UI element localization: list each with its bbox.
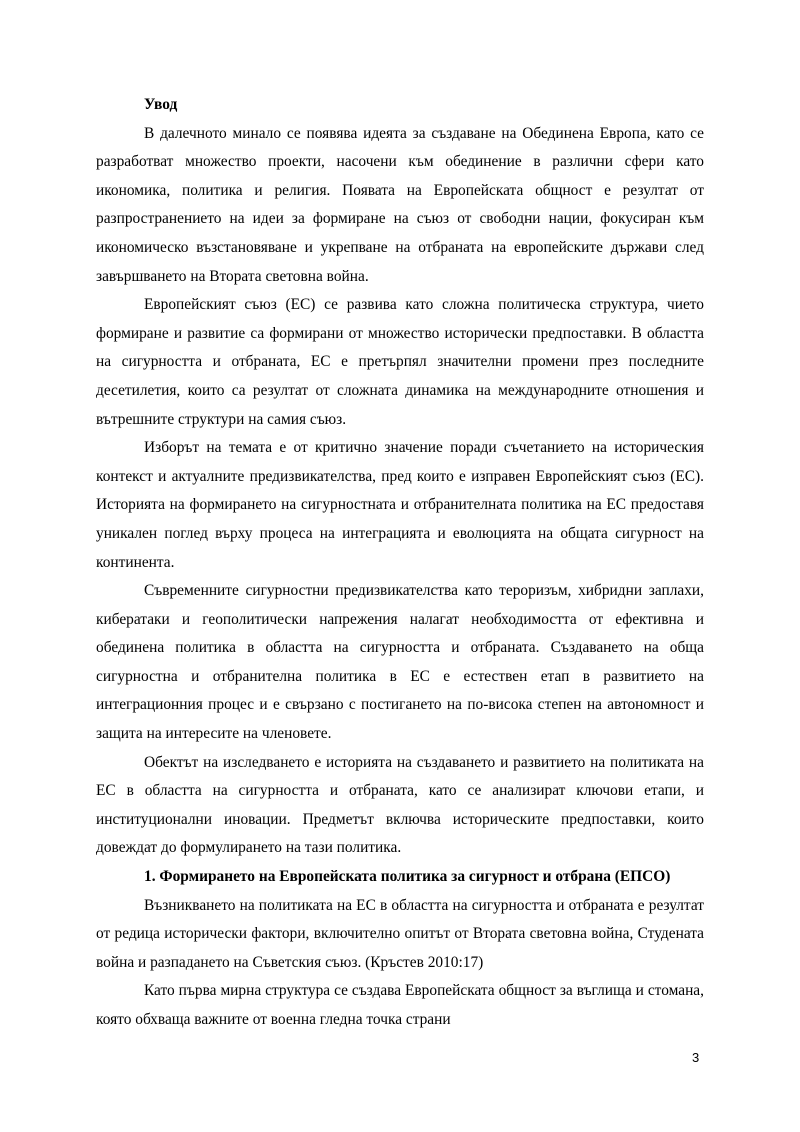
page-number: 3 bbox=[692, 1050, 700, 1065]
paragraph: В далечното минало се появява идеята за създаване на Обединена Европа, като се разработват множество проекти, насочени към обединение в различни сфери като икономика, политика и религия. Появата на Европейската общност е резултат от разпространението на идеи за формиране на съюз от свободни нации, фокусиран към икономическо възстановяване и укрепване на отбраната на европейските държави след завършването на Втората световна война. bbox=[96, 124, 704, 285]
paragraph: Съвременните сигурностни предизвикателства като тероризъм, хибридни заплахи, кибератаки и геополитически напрежения налагат необходимостта от ефективна и обединена политика в областта на сигурността и отбраната. Създаването на обща сигурностна и отбранителна политика в ЕС е естествен етап в развитието на интеграционния процес и е свързано с постигането на по-висока степен на автономност и защита на интересите на членовете. bbox=[96, 582, 704, 743]
paragraph: Изборът на темата е от критично значение поради съчетанието на историческия контекст и актуалните предизвикателства, пред които е изправен Европейският съюз (ЕС). Историята на формирането на сигурностната и отбранителната политика на ЕС предоставя уникален поглед върху процеса на интеграцията и еволюцията на общата сигурност на континента. bbox=[96, 439, 704, 571]
section-heading: 1. Формирането на Европейската политика за сигурност и отбрана (ЕПСО) bbox=[144, 868, 671, 886]
intro-heading: Увод bbox=[144, 96, 178, 113]
paragraph: Европейският съюз (ЕС) се развива като сложна политическа структура, чието формиране и развитие са формирани от множество исторически предпоставки. В областта на сигурността и отбраната, ЕС е претърпял значителни промени през последните десетилетия, които са резултат от сложната динамика на международните отношения и вътрешните структури на самия съюз. bbox=[96, 296, 704, 428]
paragraph: Възникването на политиката на ЕС в областта на сигурността и отбраната е резултат от редица исторически фактори, включително опитът от Втората световна война, Студената война и разпадането на Съветския съюз. (Кръстев 2010:17) bbox=[96, 896, 704, 971]
paragraph: Като първа мирна структура се създава Европейската общност за въглища и стомана, която обхваща важните от военна гледна точка страни bbox=[96, 982, 704, 1028]
paragraph: Обектът на изследването е историята на създаването и развитието на политиката на ЕС в областта на сигурността и отбраната, като се анализират ключови етапи, и институционални иновации. Предметът включва историческите предпоставки, които довеждат до формулирането на тази политика. bbox=[96, 753, 704, 857]
page-content bbox=[96, 91, 704, 1035]
